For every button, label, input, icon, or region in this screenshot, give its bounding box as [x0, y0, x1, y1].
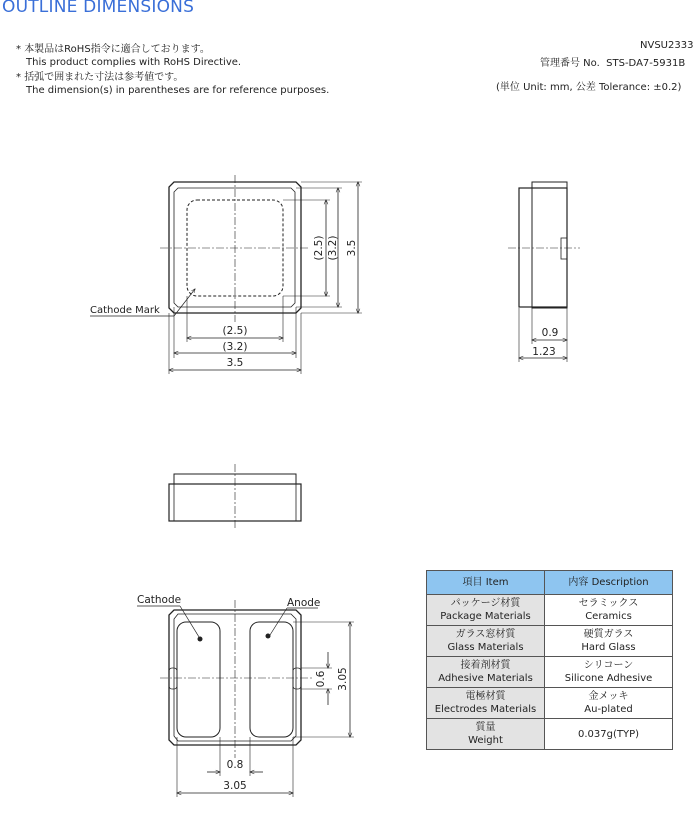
note-bullet: * [16, 72, 21, 83]
page-title: OUTLINE DIMENSIONS [2, 0, 195, 17]
dim-bottom-pad-w: 3.05 [223, 780, 247, 792]
anode-pad [250, 622, 293, 737]
table-row [427, 688, 673, 719]
desc-jp: 硬質ガラス [583, 629, 634, 640]
dim-top-outer-h: 3.5 [346, 239, 358, 257]
table-row [427, 719, 673, 750]
item-jp: 接着剤材質 [460, 660, 511, 671]
row-item [427, 626, 545, 657]
desc-en: Ceramics [585, 611, 632, 622]
anode-notch [293, 668, 301, 689]
desc-en: Au-plated [584, 704, 633, 715]
row-description [545, 688, 673, 719]
note-bullet: * [16, 44, 21, 55]
dim-top-inner-h: (2.5) [313, 235, 325, 261]
materials-table-header [427, 571, 673, 595]
item-en: Adhesive Materials [438, 673, 533, 684]
note-reference-en: The dimension(s) in parentheses are for reference purposes. [26, 85, 330, 96]
desc-jp: 金メッキ [588, 691, 629, 702]
row-item [427, 657, 545, 688]
anode-label: Anode [287, 597, 321, 609]
item-jp: パッケージ材質 [450, 598, 521, 609]
side-view-tab [561, 238, 567, 259]
row-description [545, 595, 673, 626]
desc-en: 0.037g(TYP) [577, 728, 640, 740]
item-jp: ガラス窓材質 [455, 629, 516, 640]
table-row [427, 657, 673, 688]
dim-top-inner-w: (2.5) [222, 325, 248, 337]
note-rohs-jp: 本製品はRoHS指令に適合しております。 [24, 44, 210, 55]
control-label: 管理番号 No. [540, 58, 600, 69]
item-jp: 電極材質 [465, 691, 506, 702]
row-description [545, 719, 673, 750]
dim-top-window-h: (3.2) [327, 235, 339, 261]
dim-top-outer-w: 3.5 [226, 357, 244, 369]
front-view [169, 464, 301, 530]
dim-side-total: 1.23 [532, 346, 556, 358]
anode-dot [266, 634, 271, 639]
cathode-notch [169, 668, 177, 689]
dim-side-body: 0.9 [541, 327, 559, 339]
units-tolerance: (単位 Unit: mm, 公差 Tolerance: ±0.2) [496, 82, 682, 93]
item-en: Electrodes Materials [434, 704, 537, 715]
dim-top-window-w: (3.2) [222, 341, 248, 353]
note-rohs-en: This product complies with RoHS Directive. [26, 57, 242, 68]
bottom-view [137, 600, 354, 797]
row-item [427, 719, 545, 750]
desc-en: Silicone Adhesive [564, 673, 653, 684]
cathode-mark-label: Cathode Mark [90, 305, 160, 316]
side-view-body [519, 188, 567, 307]
item-jp: 質量 [475, 722, 496, 733]
item-en: Weight [468, 735, 503, 746]
header-item: 項目 Item [427, 571, 545, 595]
dim-bottom-pad-h: 3.05 [337, 667, 349, 691]
item-en: Package Materials [440, 611, 531, 622]
row-description [545, 657, 673, 688]
table-row [427, 626, 673, 657]
part-number: NVSU2333 [640, 40, 694, 51]
header-description: 内容 Description [545, 571, 673, 595]
item-en: Glass Materials [447, 642, 524, 653]
desc-jp: シリコーン [583, 660, 634, 671]
desc-jp: セラミックス [578, 598, 639, 609]
top-view-inner-outline [174, 188, 295, 307]
cathode-dot [198, 637, 203, 642]
desc-en: Hard Glass [581, 642, 636, 653]
table-row [427, 595, 673, 626]
dim-bottom-center-gap: 0.8 [226, 759, 244, 771]
dim-bottom-pad-gap: 0.6 [315, 670, 327, 688]
materials-table [426, 570, 673, 750]
row-description [545, 626, 673, 657]
row-item [427, 688, 545, 719]
row-item [427, 595, 545, 626]
side-view-lid [532, 182, 567, 308]
cathode-label: Cathode [137, 594, 182, 606]
control-number: STS-DA7-5931B [606, 58, 686, 69]
note-reference-jp: 括弧で囲まれた寸法は参考値です。 [24, 72, 184, 83]
